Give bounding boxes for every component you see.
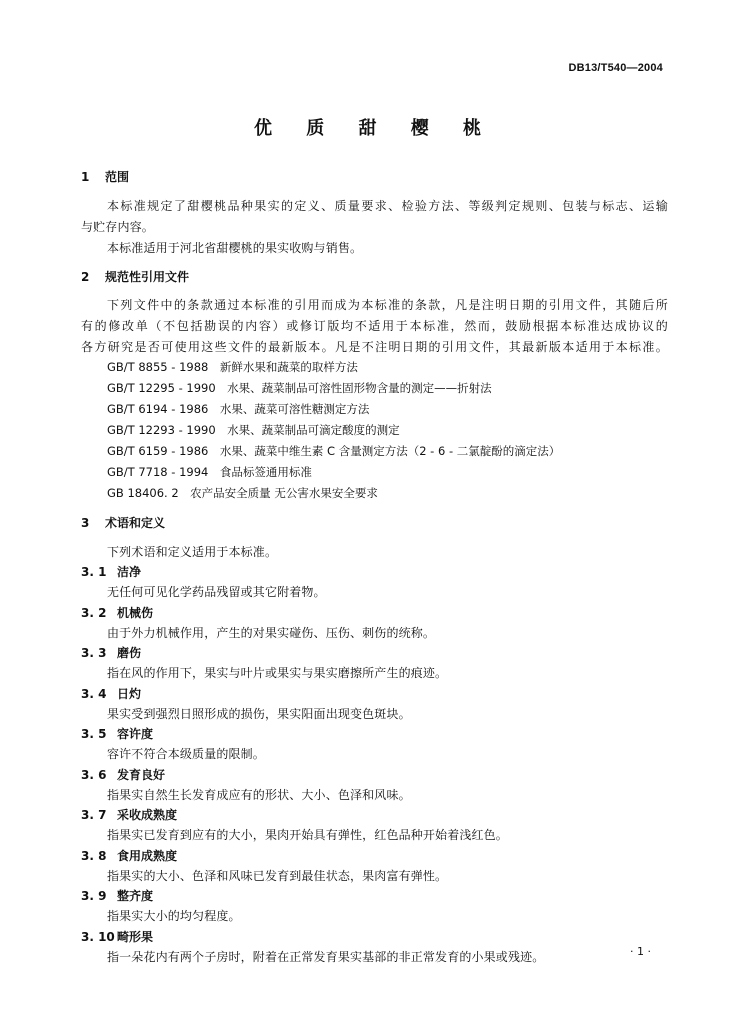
paragraph: 本标准适用于河北省甜樱桃的果实收购与销售。: [107, 241, 363, 255]
term-number: 3. 9: [81, 889, 107, 903]
paragraph-line: 本标准规定了甜樱桃品种果实的定义、质量要求、检验方法、等级判定规则、包装与标志、运输: [107, 199, 668, 213]
term-number: 3. 10: [81, 929, 115, 944]
term-heading: [81, 806, 177, 823]
term-name: 磨伤: [117, 646, 142, 660]
section-number: 2: [81, 270, 90, 284]
term-heading: [81, 928, 153, 945]
term-number: 3. 3: [81, 646, 107, 660]
paragraph-line: 与贮存内容。: [81, 220, 154, 234]
term-definition: 容许不符合本级质量的限制。: [107, 747, 265, 761]
term-name: 机械伤: [117, 605, 154, 620]
paragraph-line: 各方研究是否可使用这些文件的最新版本。凡是不注明日期的引用文件，其最新版本适用于本标准。: [81, 340, 668, 354]
section-title: 术语和定义: [105, 516, 166, 530]
term-name: 整齐度: [117, 889, 154, 903]
term-heading: [81, 685, 141, 702]
term-heading: [81, 766, 165, 783]
term-number: 3. 7: [81, 808, 107, 822]
reference-item: GB/T 12295 - 1990 水果、蔬菜制品可溶性固形物含量的测定——折射法: [107, 381, 492, 395]
reference-item: GB 18406. 2 农产品安全质量 无公害水果安全要求: [107, 486, 378, 500]
paragraph-line: 下列文件中的条款通过本标准的引用而成为本标准的条款，凡是注明日期的引用文件，其随后所: [107, 298, 668, 312]
term-name: 洁净: [117, 565, 142, 579]
section-heading-scope: [81, 168, 129, 185]
term-name: 采收成熟度: [117, 808, 178, 822]
term-heading: [81, 887, 153, 904]
section-heading-terms: [81, 514, 165, 531]
section-number: 3: [81, 516, 90, 530]
term-number: 3. 8: [81, 848, 107, 863]
term-definition: 果实受到强烈日照形成的损伤，果实阳面出现变色斑块。: [107, 706, 411, 721]
term-number: 3. 1: [81, 565, 107, 579]
reference-item: GB/T 7718 - 1994 食品标签通用标准: [107, 465, 312, 479]
term-definition: 指果实大小的均匀程度。: [107, 909, 241, 923]
reference-item: GB/T 12293 - 1990 水果、蔬菜制品可滴定酸度的测定: [107, 423, 400, 437]
reference-item: GB/T 6194 - 1986 水果、蔬菜可溶性糖测定方法: [107, 402, 370, 416]
term-name: 发育良好: [117, 767, 166, 782]
section-number: 1: [81, 170, 90, 184]
reference-item: GB/T 8855 - 1988 新鲜水果和蔬菜的取样方法: [107, 360, 358, 374]
paragraph-line: 有的修改单（不包括勘误的内容）或修订版均不适用于本标准，然而，鼓励根据本标准达成协议的: [81, 319, 668, 333]
section-title: 范围: [105, 170, 130, 184]
term-definition: 由于外力机械作用，产生的对果实碰伤、压伤、刺伤的统称。: [107, 625, 436, 640]
term-name: 容许度: [117, 727, 154, 741]
term-definition: 指一朵花内有两个子房时，附着在正常发育果实基部的非正常发育的小果或残迹。: [107, 949, 545, 964]
term-heading: [81, 847, 177, 864]
term-definition: 指果实自然生长发育成应有的形状、大小、色泽和风味。: [107, 787, 411, 802]
term-number: 3. 2: [81, 605, 107, 620]
document-id: DB13/T540—2004: [568, 62, 663, 74]
section-heading-references: [81, 268, 189, 285]
reference-item: GB/T 6159 - 1986 水果、蔬菜中维生素 C 含量测定方法（2 - 6 - 二氯靛酚的滴定法）: [107, 444, 561, 458]
term-definition: 指在风的作用下，果实与叶片或果实与果实磨擦所产生的痕迹。: [107, 666, 448, 680]
term-number: 3. 5: [81, 727, 107, 741]
term-definition: 指果实的大小、色泽和风味已发育到最佳状态，果肉富有弹性。: [107, 868, 448, 883]
term-number: 3. 4: [81, 686, 107, 701]
term-name: 日灼: [117, 686, 142, 701]
term-heading: [81, 725, 153, 742]
term-definition: 无任何可见化学药品残留或其它附着物。: [107, 585, 326, 599]
term-number: 3. 6: [81, 767, 107, 782]
term-heading: [81, 604, 153, 621]
page-number: · 1 ·: [630, 945, 651, 958]
term-heading: [81, 563, 141, 580]
term-definition: 指果实已发育到应有的大小，果肉开始具有弹性，红色品种开始着浅红色。: [107, 828, 508, 842]
paragraph: 下列术语和定义适用于本标准。: [107, 545, 278, 559]
term-name: 食用成熟度: [117, 848, 178, 863]
term-name: 畸形果: [117, 929, 154, 944]
term-heading: [81, 644, 141, 661]
page-title: 优 质 甜 樱 桃: [253, 118, 496, 139]
section-title: 规范性引用文件: [105, 270, 190, 284]
